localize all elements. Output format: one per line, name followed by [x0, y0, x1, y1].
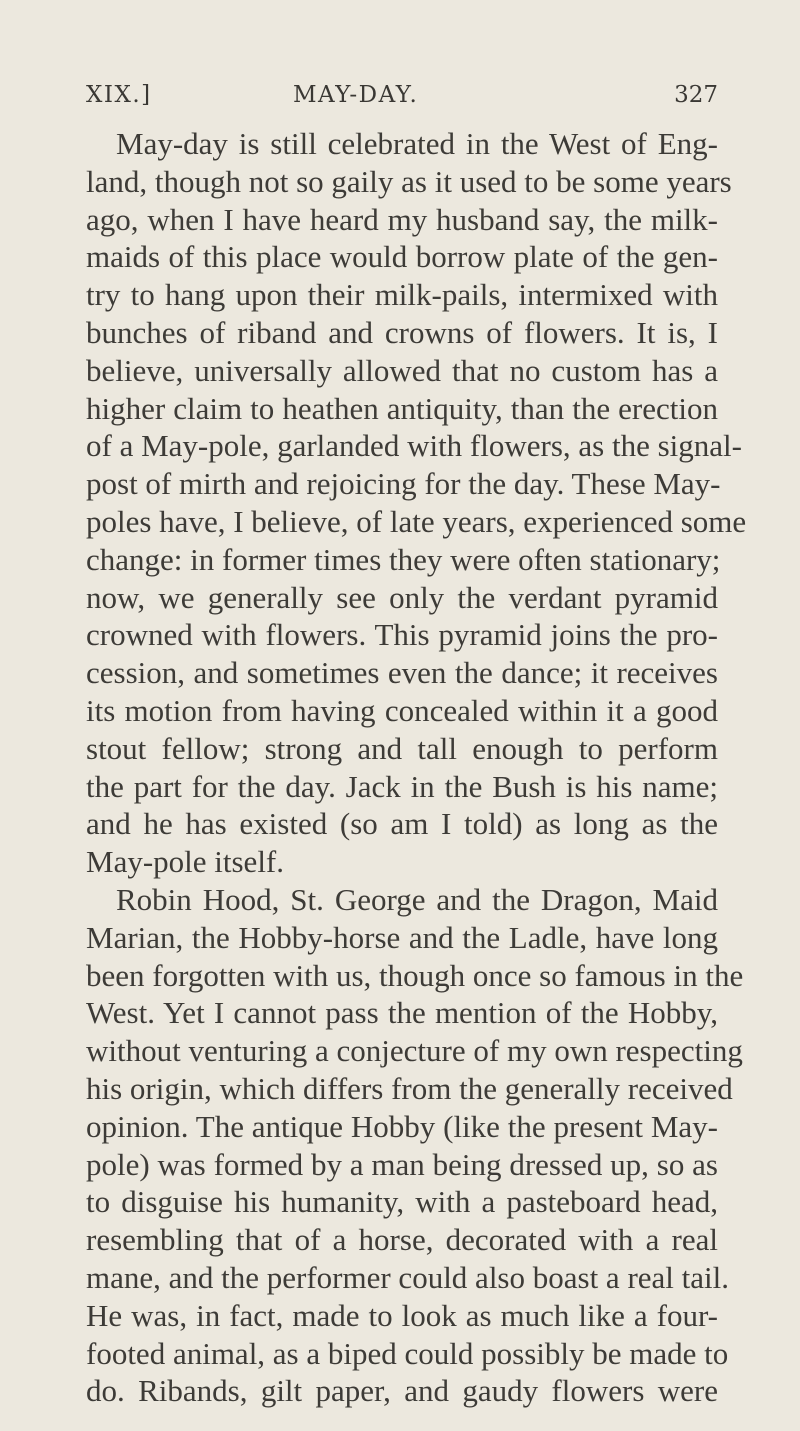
text-line: change: in former times they were often stationary; — [86, 541, 721, 577]
text-line: bunches of riband and crowns of flowers. It is, I — [86, 314, 718, 350]
text-line: believe, universally allowed that no custom has a — [86, 352, 718, 388]
text-line: May-day is still celebrated in the West of Eng- — [116, 126, 718, 161]
text-line: land, though not so gaily as it used to be some years — [86, 163, 732, 199]
text-line: Marian, the Hobby-horse and the Ladle, have long — [86, 919, 718, 955]
body-text — [86, 125, 747, 1410]
text-line: its motion from having concealed within it a good — [86, 692, 718, 728]
text-line: and he has existed (so am I told) as long as the — [86, 806, 718, 842]
text-line: poles have, I believe, of late years, experienced some — [86, 503, 747, 539]
text-line: ago, when I have heard my husband say, the milk- — [86, 201, 718, 237]
chapter-marker: XIX.] — [86, 82, 152, 108]
text-line: pole) was formed by a man being dressed up, so as — [86, 1146, 718, 1182]
paragraph-1 — [86, 125, 747, 881]
text-line: opinion. The antique Hobby (like the present May- — [86, 1108, 718, 1144]
text-line: mane, and the performer could also boast a real tail. — [86, 1259, 729, 1295]
text-line: try to hang upon their milk-pails, intermixed with — [86, 277, 718, 313]
page-number: 327 — [674, 82, 718, 108]
text-line: higher claim to heathen antiquity, than the erection — [86, 390, 718, 426]
text-line: been forgotten with us, though once so famous in the — [86, 957, 744, 993]
text-line: post of mirth and rejoicing for the day. These May- — [86, 466, 721, 502]
text-line: to disguise his humanity, with a pasteboard head, — [86, 1184, 718, 1220]
text-line: maids of this place would borrow plate of the gen- — [86, 239, 718, 275]
text-line: May-pole itself. — [86, 844, 285, 880]
text-line: his origin, which differs from the generally received — [86, 1070, 733, 1106]
text-line: resembling that of a horse, decorated with a real — [86, 1222, 718, 1258]
text-line: stout fellow; strong and tall enough to perform — [86, 730, 718, 766]
text-line: West. Yet I cannot pass the mention of the Hobby, — [86, 995, 718, 1031]
text-line: cession, and sometimes even the dance; it receives — [86, 655, 718, 691]
text-line: without venturing a conjecture of my own respecting — [86, 1033, 743, 1069]
text-line: Robin Hood, St. George and the Dragon, Maid — [116, 881, 718, 917]
running-head — [86, 82, 718, 114]
text-line: crowned with flowers. This pyramid joins the pro- — [86, 617, 718, 653]
text-line: of a May-pole, garlanded with flowers, as the signal- — [86, 428, 742, 464]
text-line: the part for the day. Jack in the Bush is his name; — [86, 768, 718, 804]
text-line: do. Ribands, gilt paper, and gaudy flowers were — [86, 1373, 718, 1409]
paragraph-2 — [86, 881, 744, 1410]
text-line: now, we generally see only the verdant pyramid — [86, 579, 718, 615]
text-line: He was, in fact, made to look as much like a four- — [86, 1297, 718, 1333]
text-line: footed animal, as a biped could possibly be made to — [86, 1335, 729, 1371]
running-title: MAY-DAY. — [293, 82, 419, 108]
